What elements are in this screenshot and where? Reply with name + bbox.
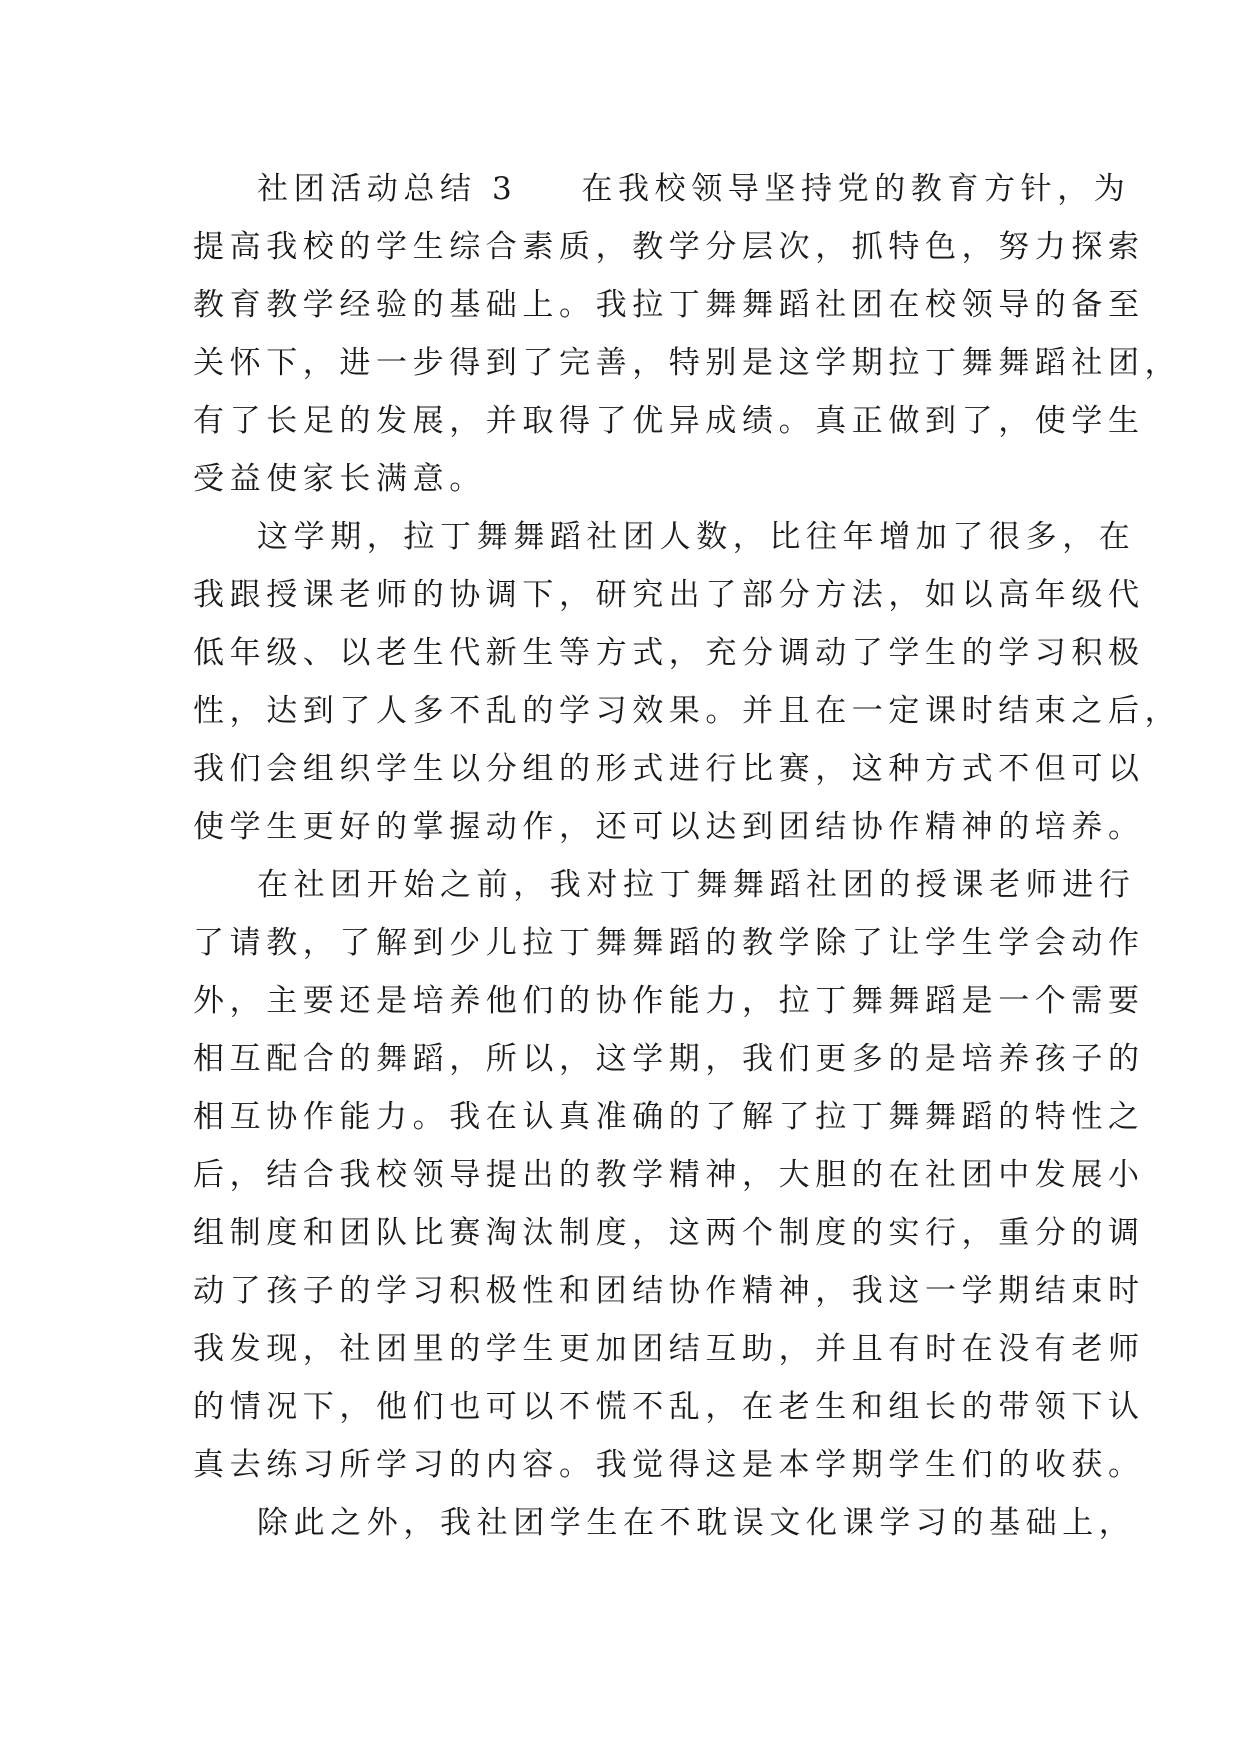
paragraph-text: 在我校领导坚持党的教育方针，为 (581, 171, 1131, 207)
paragraph-3-line-8: 动了孩子的学习积极性和团结协作精神，我这一学期结束时 (193, 1273, 1145, 1309)
paragraph-2-line-1: 这学期，拉丁舞舞蹈社团人数，比往年增加了很多，在 (257, 519, 1136, 555)
paragraph-3-line-3: 外，主要还是培养他们的协作能力，拉丁舞舞蹈是一个需要 (193, 983, 1145, 1019)
paragraph-1-line-2: 提高我校的学生综合素质，教学分层次，抓特色，努力探索 (193, 229, 1145, 265)
paragraph-3-line-2: 了请教，了解到少儿拉丁舞舞蹈的教学除了让学生学会动作 (193, 925, 1145, 961)
paragraph-2-line-6: 使学生更好的掌握动作，还可以达到团结协作精神的培养。 (193, 809, 1145, 845)
document-heading: 社团活动总结 3 (257, 171, 518, 207)
paragraph-1-line-5: 有了长足的发展，并取得了优异成绩。真正做到了，使学生 (193, 403, 1145, 439)
paragraph-3-line-6: 后，结合我校领导提出的教学精神，大胆的在社团中发展小 (193, 1157, 1145, 1193)
paragraph-3-line-10: 的情况下，他们也可以不慌不乱，在老生和组长的带领下认 (193, 1389, 1145, 1425)
paragraph-1-line-1 (193, 160, 1131, 218)
paragraph-2-line-5: 我们会组织学生以分组的形式进行比赛，这种方式不但可以 (193, 751, 1145, 787)
paragraph-4-line-1: 除此之外，我社团学生在不耽误文化课学习的基础上， (257, 1505, 1136, 1541)
paragraph-1-line-4: 关怀下，进一步得到了完善，特别是这学期拉丁舞舞蹈社团， (193, 345, 1182, 381)
paragraph-3-line-5: 相互协作能力。我在认真准确的了解了拉丁舞舞蹈的特性之 (193, 1099, 1145, 1135)
paragraph-1-line-3: 教育教学经验的基础上。我拉丁舞舞蹈社团在校领导的备至 (193, 287, 1145, 323)
paragraph-3-line-11: 真去练习所学习的内容。我觉得这是本学期学生们的收获。 (193, 1447, 1145, 1483)
paragraph-3-line-9: 我发现，社团里的学生更加团结互助，并且有时在没有老师 (193, 1331, 1145, 1367)
paragraph-2-line-4: 性，达到了人多不乱的学习效果。并且在一定课时结束之后， (193, 693, 1182, 729)
paragraph-3-line-7: 组制度和团队比赛淘汰制度，这两个制度的实行，重分的调 (193, 1215, 1145, 1251)
paragraph-3-line-1: 在社团开始之前，我对拉丁舞舞蹈社团的授课老师进行 (257, 867, 1136, 903)
paragraph-1-line-6: 受益使家长满意。 (193, 461, 486, 497)
document-body (193, 160, 1182, 1552)
paragraph-2-line-3: 低年级、以老生代新生等方式，充分调动了学生的学习积极 (193, 635, 1145, 671)
paragraph-2-line-2: 我跟授课老师的协调下，研究出了部分方法，如以高年级代 (193, 577, 1145, 613)
paragraph-3-line-4: 相互配合的舞蹈，所以，这学期，我们更多的是培养孩子的 (193, 1041, 1145, 1077)
